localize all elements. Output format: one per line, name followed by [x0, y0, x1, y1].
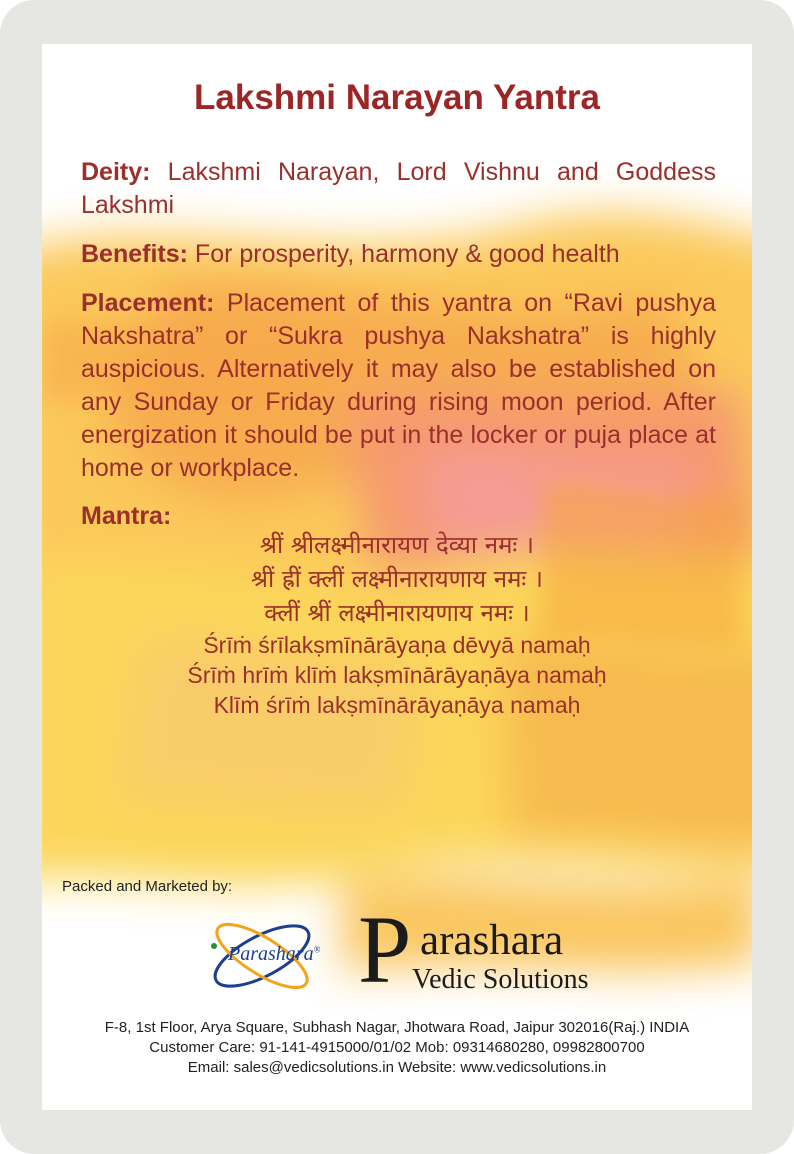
- brand-subtitle: Vedic Solutions: [412, 964, 589, 995]
- deity-paragraph: [81, 156, 716, 222]
- benefits-label: Benefits:: [81, 240, 188, 268]
- mantra-devanagari: [42, 528, 752, 630]
- brand-initial: P: [358, 896, 412, 1003]
- footer-customer-care: Customer Care: 91-141-4915000/01/02 Mob: 09314680280, 09982800700: [149, 1039, 645, 1056]
- mantra-transliteration-line: Śrīṁ śrīlakṣmīnārāyaṇa dēvyā namaḥ: [203, 632, 591, 658]
- benefits-text: For prosperity, harmony & good health: [194, 240, 620, 268]
- mantra-devanagari-line: श्रीं ह्रीं क्लीं लक्ष्मीनारायणाय नमः ।: [251, 565, 543, 593]
- mantra-transliteration-line: Klīṁ śrīṁ lakṣmīnārāyaṇāya namaḥ: [213, 692, 581, 718]
- mantra-devanagari-line: क्लीं श्रीं लक्ष्मीनारायणाय नमः ।: [264, 599, 530, 627]
- brand-name: arashara: [420, 917, 564, 964]
- mantra-transliteration: [42, 630, 752, 720]
- mantra-transliteration-line: Śrīṁ hrīṁ klīṁ lakṣmīnārāyaṇāya namaḥ: [187, 662, 607, 688]
- footer-contact: [42, 1018, 752, 1078]
- placement-text: Placement of this yantra on “Ravi pushya Nakshatra” or “Sukra pushya Nakshatra” is highly auspicious. Alternatively it may also be established on any Sunday or Friday during rising moon period. After energization it should be put in the locker or puja place at home or workplace.: [81, 289, 716, 482]
- parashara-logo: [202, 906, 342, 1004]
- placement-paragraph: [81, 287, 716, 485]
- page-title: Lakshmi Narayan Yantra: [194, 78, 600, 117]
- deity-text: Lakshmi Narayan, Lord Vishnu and Goddess Lakshmi: [81, 158, 716, 219]
- mantra-devanagari-line: श्रीं श्रीलक्ष्मीनारायण देव्या नमः ।: [260, 531, 534, 559]
- footer-address: F-8, 1st Floor, Arya Square, Subhash Nagar, Jhotwara Road, Jaipur 302016(Raj.) INDIA: [104, 1019, 690, 1036]
- benefits-paragraph: [81, 238, 716, 271]
- mantra-label: Mantra:: [81, 502, 172, 530]
- product-card: [42, 44, 752, 1110]
- placement-label: Placement:: [81, 289, 215, 317]
- logo-text: Parashara®: [228, 943, 321, 965]
- packed-by-label: Packed and Marketed by:: [62, 878, 233, 895]
- deity-label: Deity:: [81, 158, 151, 186]
- footer-email-website: Email: sales@vedicsolutions.in Website: www.vedicsolutions.in: [187, 1059, 607, 1076]
